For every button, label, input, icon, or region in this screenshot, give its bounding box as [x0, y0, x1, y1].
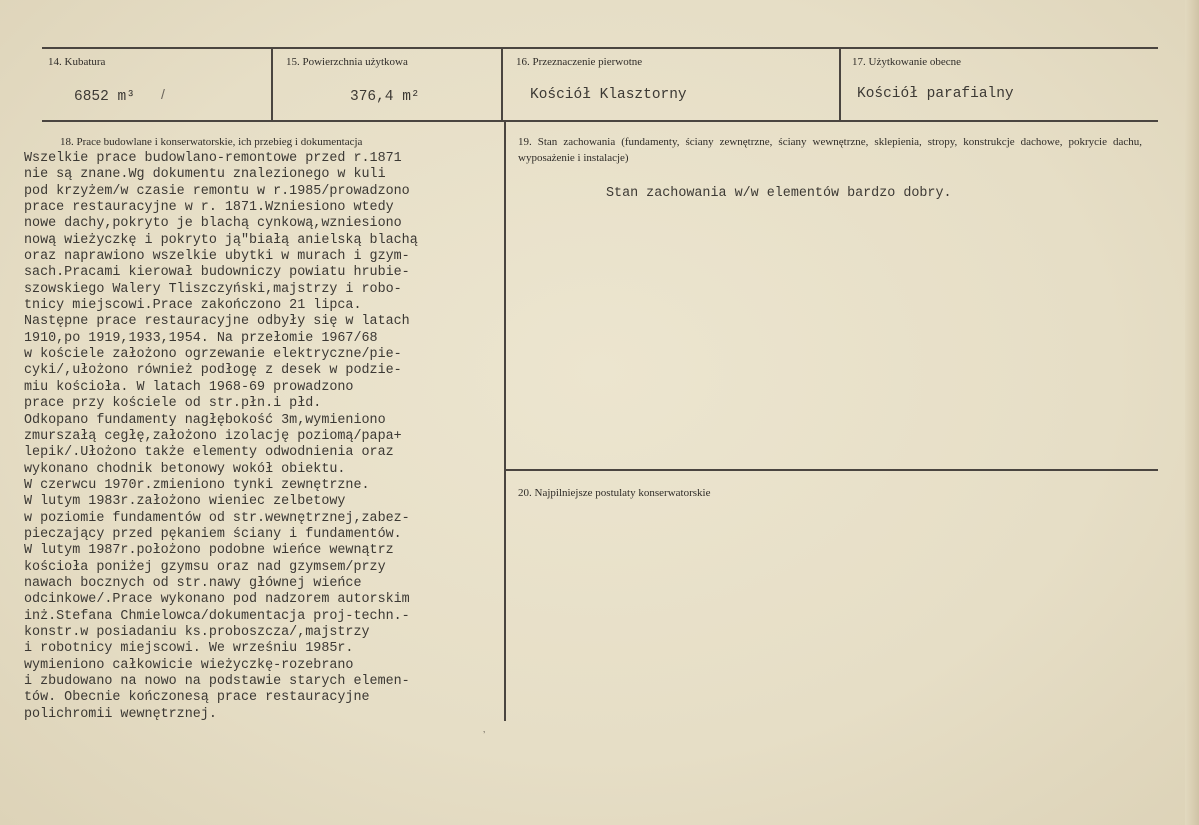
text-line: nie są znane.Wg dokumentu znalezionego w kuli	[24, 167, 386, 183]
field-14-value: 6852 m³	[74, 89, 135, 105]
text-line: odcinkowe/.Prace wykonano pod nadzorem autorskim	[24, 592, 410, 608]
text-line: wykonano chodnik betonowy wokół obiektu.	[24, 461, 346, 477]
text-line: pieczający przed pękaniem ściany i fundamentów.	[24, 526, 402, 542]
header-bottom-rule	[42, 120, 1158, 122]
text-line: kościoła poniżej gzymsu oraz nad gzymsem/przy	[24, 559, 386, 575]
field-16-value: Kościół Klasztorny	[530, 87, 687, 103]
text-line: miu kościoła. W latach 1968-69 prowadzono	[24, 379, 354, 395]
text-line: inż.Stefana Chmielowca/dokumentacja proj-techn.-	[24, 608, 410, 624]
header-divider-3	[839, 47, 841, 122]
text-line: i zbudowano na nowo na podstawie starych elemen-	[24, 674, 410, 689]
text-line: W lutym 1983r.założono wieniec zelbetowy	[24, 494, 346, 510]
header-divider-1	[271, 47, 273, 122]
field-15-label: 15. Powierzchnia użytkowa	[286, 56, 408, 68]
field-15-value: 376,4 m²	[350, 89, 420, 105]
text-line: szowskiego Walery Tliszczyński,majstrzy i robo-	[24, 281, 402, 297]
section-19-20-rule	[504, 469, 1158, 471]
pencil-tick-mark: /	[161, 86, 165, 102]
card-edge-shadow	[1185, 0, 1199, 825]
text-line: W czerwcu 1970r.zmieniono tynki zewnętrzne.	[24, 477, 370, 493]
section-18-text	[24, 151, 514, 723]
section-19-label: 19. Stan zachowania (fundamenty, ściany zewnętrzne, ściany wewnętrzne, sklepienia, stropy, konstrukcje dachowe, pokrycie dachu, wyposażenie i instalacje)	[518, 136, 1142, 164]
text-line: tnicy miejscowi.Prace zakończono 21 lipca.	[24, 298, 362, 314]
text-line: cyki/,ułożono również podłogę z desek w podzie-	[24, 363, 402, 379]
text-line: pod krzyżem/w czasie remontu w r.1985/prowadzono	[24, 183, 410, 199]
text-line: tów. Obecnie kończonesą prace restauracyjne	[24, 690, 370, 706]
text-line: i robotnicy miejscowi. We wrześniu 1985r.	[24, 641, 354, 657]
text-line: Następne prace restauracyjne odbyły się w latach	[24, 314, 410, 330]
text-line: wymieniono całkowicie wieżyczkę-rozebrano	[24, 657, 354, 673]
text-line: lepik/.Ułożono także elementy odwodnienia oraz	[24, 445, 394, 461]
header-divider-2	[501, 47, 503, 122]
text-line: nowe dachy,pokryto je blachą cynkową,wzniesiono	[24, 216, 402, 232]
text-line: w kościele założono ogrzewanie elektryczne/pie-	[24, 347, 402, 363]
text-line: w poziomie fundamentów od str.wewnętrznej,zabez-	[24, 510, 410, 526]
text-line: nawach bocznych od str.nawy głównej wieńce	[24, 575, 362, 591]
header-top-rule	[42, 47, 1158, 49]
section-20-label: 20. Najpilniejsze postulaty konserwatorskie	[518, 487, 711, 499]
text-line: prace restauracyjne w r. 1871.Wzniesiono wtedy	[24, 200, 394, 216]
text-line: konstr.w posiadaniu ks.proboszcza/,majstrzy	[24, 624, 370, 640]
text-line: sach.Pracami kierował budowniczy powiatu hrubie-	[24, 265, 410, 281]
text-line: Wszelkie prace budowlano-remontowe przed r.1871	[24, 151, 402, 166]
field-17-value: Kościół parafialny	[857, 86, 1014, 102]
text-line: polichromii wewnętrznej.	[24, 706, 217, 722]
text-line: prace przy kościele od str.płn.i płd.	[24, 396, 322, 412]
field-14-label: 14. Kubatura	[48, 56, 106, 68]
text-line: 1910,po 1919,1933,1954. Na przełomie 1967/68	[24, 330, 378, 346]
text-line: zmurszałą cegłę,założono izolację poziomą/papa+	[24, 428, 402, 444]
field-16-label: 16. Przeznaczenie pierwotne	[516, 56, 643, 68]
text-line: W lutym 1987r.położono podobne wieńce wewnątrz	[24, 543, 394, 559]
small-dot-mark: ’	[483, 730, 486, 741]
section-19-value: Stan zachowania w/w elementów bardzo dobry.	[606, 186, 952, 201]
section-18-label: 18. Prace budowlane i konserwatorskie, ich przebieg i dokumentacja	[60, 136, 363, 148]
text-line: oraz naprawiono wszelkie ubytki w murach i gzym-	[24, 249, 410, 265]
text-line: nową wieżyczkę i pokryto ją"białą anielską blachą	[24, 232, 418, 248]
text-line: Odkopano fundamenty nagłębokość 3m,wymieniono	[24, 412, 386, 428]
field-17-label: 17. Użytkowanie obecne	[852, 56, 962, 68]
